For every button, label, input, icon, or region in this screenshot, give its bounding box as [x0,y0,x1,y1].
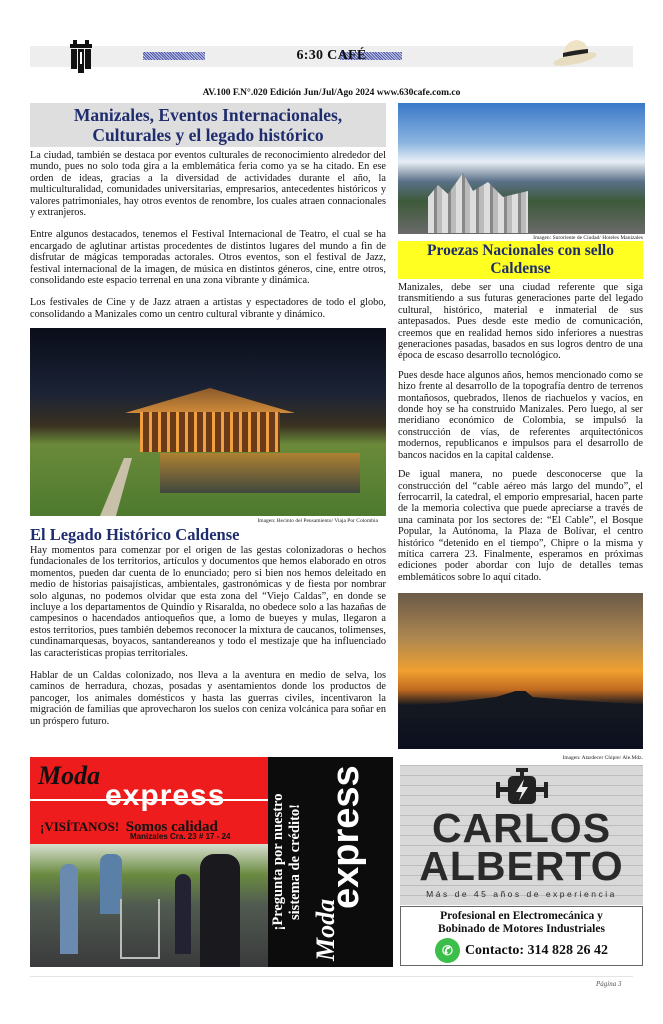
carlos-alberto-ad: CARLOS ALBERTO Más de 45 años de experiencia [400,765,643,905]
image-caption: Imagen: Atardecer Chipre/ Ale.Mdz. [562,755,643,761]
image-caption: Imagen: Suroriente de Ciudad/ Hoteles Manizales [533,235,643,241]
ad-credit-text: ¡Pregunta por nuestro sistema de crédito! [270,793,303,931]
article1-body: La ciudad, también se destaca por eventos culturales de reconocimiento alrededor del mundo, pues no solo toda gira a la emblemática feria como ya se ha citado. En ese orden de ideas, gracias a la diversidad de actividades durante el año, la multiculturalidad, comunidades universitarias, empresarios, antecedentes históricos y valores patrimoniales, hay otros eventos de renombre, los cuales atraen connacionales y extranjeros. Entre algunos destacados, tenemos el Festival Internacional de Teatro, el cual se ha encargado de aglutinar artistas procedentes de distintos lugares del mundo a fin de disfrutar de mágicas temporadas actorales. Otros eventos, son el festival de Jazz, festival internacional de la imagen, de música en distintos géneros, cine, entre otros, consolidando este espacio terrenal en una zona vibrante y dinámica. Los festivales de Cine y de Jazz atraen a artistas y espectadores de todo el globo, consolidando a Manizales como un centro cultural vibrante y dinámico. [30,150,386,320]
engine-icon [496,768,548,806]
article1-headline: Manizales, Eventos Internacionales, Culturales y el legado histórico [30,103,386,147]
carlos-alberto-info: Profesional en Electromecánica y Bobinado de Motores Industriales ✆ Contacto: 314 828 26 42 [400,906,643,966]
chipre-sunset-image [398,593,643,749]
hat-icon [550,36,600,66]
ad-side-logo: Moda express [311,765,367,961]
manizales-city-image [398,103,645,234]
image-caption: Imagen: Recinto del Pensamiento/ Viaja Por Colombia [257,518,378,524]
contact-phone: Contacto: 314 828 26 42 [464,942,609,958]
newspaper-title: 6:30 CAFÉ [296,48,367,63]
recinto-pensamiento-image [30,328,386,516]
ad-moda-script: Moda [38,761,101,790]
edition-info: AV.100 F.N°.020 Edición Jun/Jul/Ago 2024 www.630cafe.com.co [202,88,461,98]
ad-visit-text: ¡VISÍTANOS! Somos calidad [40,819,218,835]
footer-divider [30,976,633,977]
ad-photo [30,844,268,967]
article2-headline: El Legado Histórico Caldense [30,525,240,544]
article2-body: Hay momentos para comenzar por el origen de las gestas colonizadoras o hechos fundacionales de los territorios, artículos y documentos que hemos elaborado en otros momentos, pueden dar cuenta de lo enunciado; pero si bien nos hemos deleitado en medio de historias paisajísticas, ambientales, gastronómicas y de fiesta por nombrar solo algunas, no podemos olvidar que esta zona del “Viejo Caldas”, en donde se incluye a los departamentos de Quindío y Risaralda, no obedece solo a las hazañas de campesinos o hacendados antioqueños que, a lomo de bueyes y mulas, llegaron a estos territorios, pues también debemos reconocer la mixtura de caucanos, tolimenses, cundinamarquesas, boyacos, santandereanos y todo el mestizaje que ha influenciado las características propias territoriales. Hablar de un Caldas colonizado, nos lleva a la aventura en medio de selva, los caminos de herradura, chozas, posadas y asentamientos donde los productos de pancoger, los animales domésticos y hasta las guerras civiles, incentivaron la migración de familias que aprovecharon los suelos con ceniza volcánica para soñar en un próspero futuro. [30,545,386,727]
whatsapp-icon: ✆ [435,938,460,963]
ad-express-logo: express [105,779,226,812]
moda-express-ad [30,757,393,967]
ad-address: Manizales Cra. 23 # 17 - 24 [130,832,231,841]
page-number: Página 3 [596,980,622,988]
ad-tagline: Más de 45 años de experiencia [426,889,617,899]
article3-body: Manizales, debe ser una ciudad referente que siga transmitiendo a sus futuras generaciones parte del legado cultural, histórico, material e inmaterial de sus antepasados. Pues desde este medio de comunicación, creemos que en realidad hemos sido inferiores a nuestras generaciones pasadas, basados en sus logros dentro de una época de escaso desarrollo tecnológico. Pues desde hace algunos años, hemos mencionado como se hizo frente al desarrollo de la topografía dentro de terrenos montañosos, quebrados, llenos de riachuelos y vacíos, en donde hoy se ha construido Manizales. Pero luego, al ser meridiano económico de Colombia, se impulsó la construcción de vías, de referentes arquitectónicos modernos, republicanos e impulsos para el desarrollo de bancos nacidos en la capital caldense. De igual manera, no puede desconocerse que la construcción del “cable aéreo más largo del mundo”, el ferrocarril, la catedral, el emporio empresarial, hacen parte de la memoria colectiva que puede apreciarse a través de una caminata por los sectores de: “El Cable”, el Bosque Popular, la Autónoma, la Plaza de Bolívar, el centro histórico “detenido en el tiempo”, Chipre o la misma y mítica carrera 23. Finalmente, esperamos en próximas ediciones poder abordar con lujo de detalles temas emblemáticos sobre lo aquí citado. [398,282,643,583]
article3-headline: Proezas Nacionales con sello Caldense [398,241,643,279]
